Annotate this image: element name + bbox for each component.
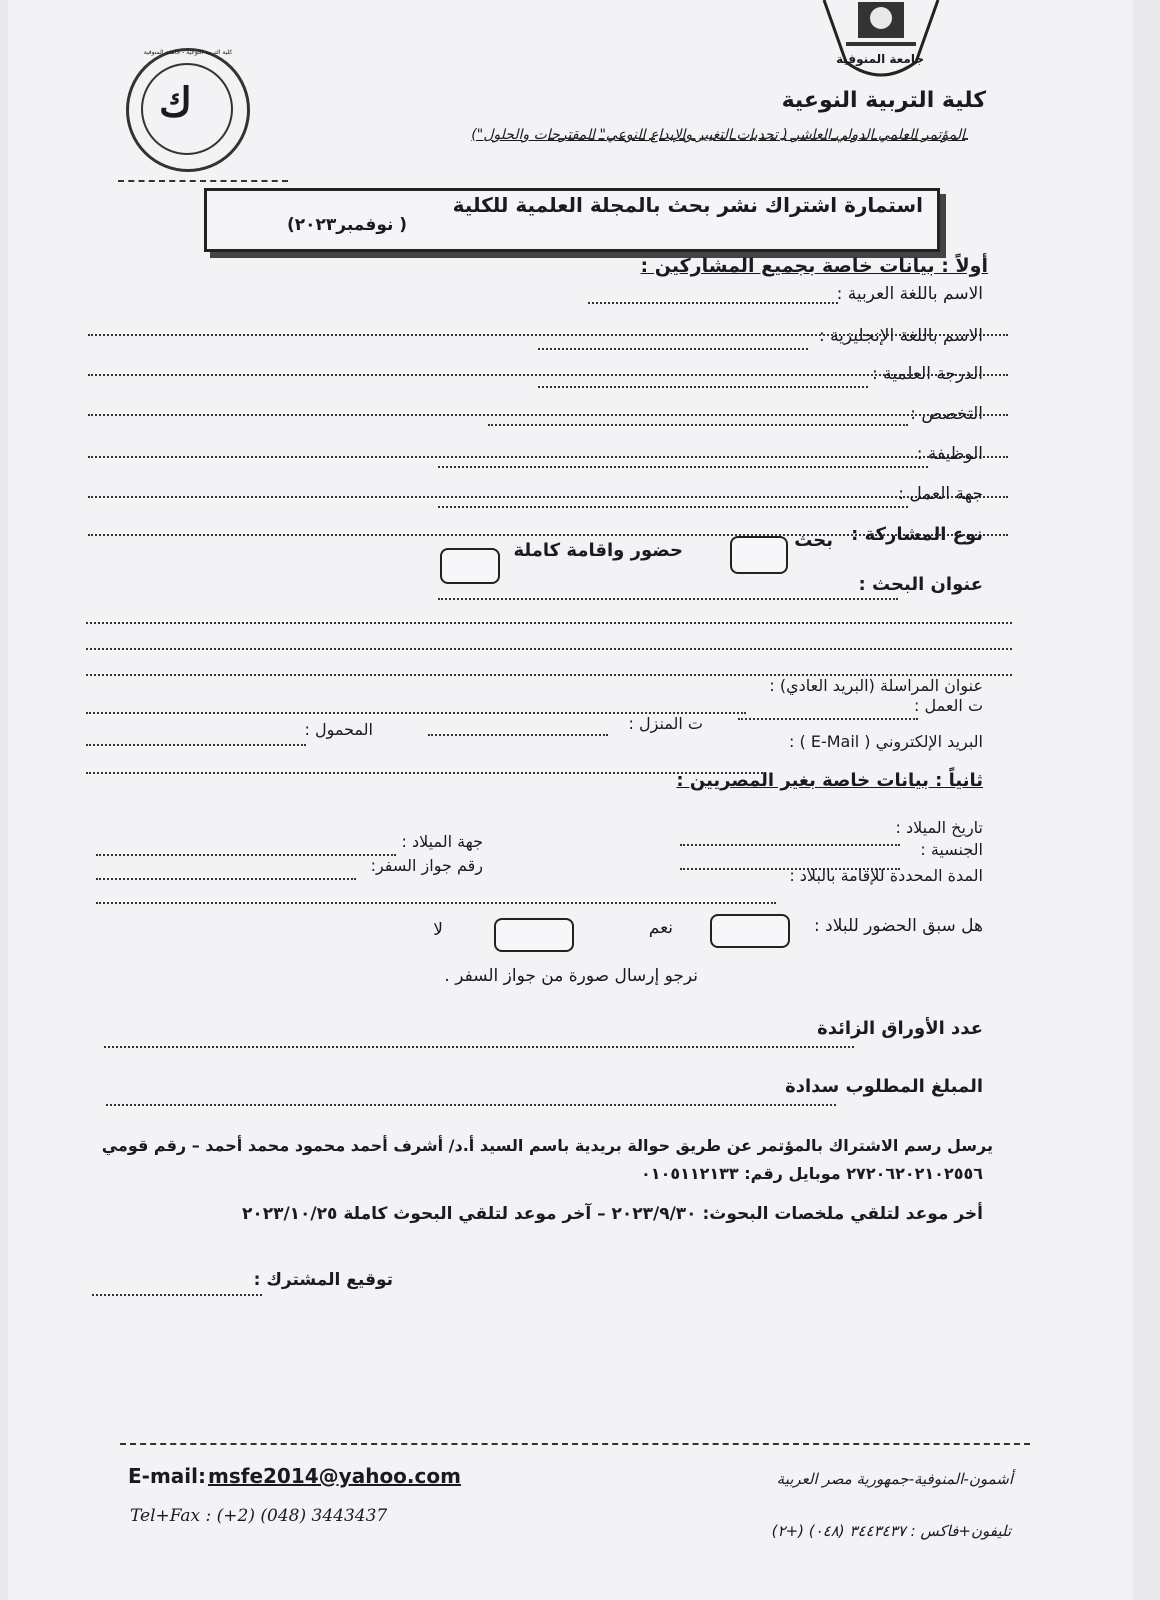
- form-page: [8, 0, 1133, 1600]
- label-specialty: التخصص :: [910, 404, 983, 424]
- name-en-field-line2[interactable]: [88, 374, 1008, 376]
- name-ar-field[interactable]: [588, 302, 838, 304]
- workplace-field[interactable]: [438, 506, 908, 508]
- degree-field[interactable]: [538, 386, 868, 388]
- label-mobile: المحمول :: [304, 720, 373, 739]
- footer-email-label: E-mail:: [128, 1464, 207, 1488]
- label-name-en: الاسم باللغة الإنجليزية :: [818, 326, 983, 346]
- label-degree: الدرجة العلمية :: [872, 364, 983, 384]
- work-phone-field[interactable]: [738, 718, 918, 720]
- option-attendance-checkbox[interactable]: [440, 548, 500, 584]
- form-title-box: [204, 188, 940, 252]
- job-field-line2[interactable]: [88, 496, 1008, 498]
- label-job: الوظيفة :: [916, 444, 983, 464]
- footer-address-ar: أشمون-المنوفية-جمهورية مصر العربية: [776, 1470, 1013, 1488]
- prior-visit-yes-checkbox[interactable]: [710, 914, 790, 948]
- deadline-text: أخر موعد لتلقي ملخصات البحوث: ٢٠٢٣/٩/٣٠ – آخر موعد لتلقي البحوث كاملة ٢٠٢٣/١٠/٢٥: [241, 1204, 983, 1224]
- section2-title: ثانياً : بيانات خاصة بغير المصريين :: [676, 770, 983, 791]
- footer-tel-en: Tel+Fax : (+2) (048) 3443437: [130, 1506, 388, 1526]
- label-home-phone: ت المنزل :: [628, 714, 703, 733]
- university-logo-icon: [816, 0, 946, 84]
- label-name-ar: الاسم باللغة العربية :: [836, 284, 983, 304]
- label-passport: رقم جواز السفر:: [370, 856, 483, 875]
- degree-field-line2[interactable]: [88, 414, 1008, 416]
- label-workplace: جهة العمل :: [898, 484, 983, 504]
- home-phone-field[interactable]: [428, 734, 608, 736]
- footer-email-link[interactable]: msfe2014@yahoo.com: [208, 1464, 461, 1488]
- stay-period-field[interactable]: [96, 902, 776, 904]
- option-research-checkbox[interactable]: [730, 536, 788, 574]
- birth-date-field[interactable]: [680, 844, 900, 846]
- label-work-phone: ت العمل :: [913, 696, 983, 715]
- option-attendance-label: حضور واقامة كاملة: [513, 540, 683, 561]
- payment-id-mobile: ٢٧٢٠٦٢٠٢١٠٢٥٥٦ موبايل رقم: ٠١٠٥١١٢١٣٣: [641, 1164, 983, 1183]
- label-nationality: الجنسية :: [920, 840, 983, 859]
- prior-visit-no-checkbox[interactable]: [494, 918, 574, 952]
- label-research-title: عنوان البحث :: [858, 574, 983, 595]
- research-title-field-line3[interactable]: [86, 648, 1012, 650]
- specialty-field[interactable]: [488, 424, 908, 426]
- label-mailing-address: عنوان المراسلة (البريد العادي) :: [769, 676, 983, 695]
- prior-visit-no-label: لا: [433, 920, 443, 940]
- passport-note: نرجو إرسال صورة من جواز السفر .: [444, 966, 698, 986]
- label-amount: المبلغ المطلوب سدادة: [785, 1076, 983, 1097]
- label-extra-pages: عدد الأوراق الزائدة: [817, 1018, 983, 1039]
- label-birth-place: جهة الميلاد :: [401, 832, 483, 851]
- form-title: استمارة اشتراك نشر بحث بالمجلة العلمية للكلية: [452, 193, 923, 217]
- faculty-seal-icon: ك كلية التربية النوعية - جامعة المنوفية: [126, 48, 250, 172]
- prior-visit-yes-label: نعم: [648, 918, 673, 938]
- signature-field[interactable]: [92, 1294, 262, 1296]
- faculty-seal-text: كلية التربية النوعية - جامعة المنوفية: [143, 49, 233, 56]
- label-participation-type: نوع المشاركة :: [851, 524, 983, 545]
- specialty-field-line2[interactable]: [88, 456, 1008, 458]
- faculty-name: كلية التربية النوعية: [781, 88, 986, 113]
- label-stay-period: المدة المحددة للإقامة بالبلاد :: [789, 866, 983, 885]
- university-logo: [816, 0, 946, 84]
- footer-tel-ar: تليفون+فاكس : ٣٤٤٣٤٣٧ (٠٤٨) (+٢): [771, 1522, 1011, 1540]
- label-prior-visit: هل سبق الحضور للبلاد :: [814, 916, 983, 936]
- conference-title: المؤتمر العلمي الدولي العاشر ( تحديات التغيير والإبداع النوعي" المقترحات والحلول"): [471, 127, 965, 143]
- payment-instructions: يرسل رسم الاشتراك بالمؤتمر عن طريق حوالة بريدية باسم السيد أ.د/ أشرف أحمد محمود محمد أحمد – رقم قومي: [101, 1136, 993, 1155]
- passport-field[interactable]: [96, 878, 356, 880]
- university-logo-text: جامعة المنوفية: [836, 52, 924, 66]
- email-field[interactable]: [86, 772, 766, 774]
- mobile-field[interactable]: [86, 744, 306, 746]
- label-birth-date: تاريخ الميلاد :: [895, 818, 983, 837]
- name-en-field[interactable]: [538, 348, 808, 350]
- option-research-label: بحث: [794, 530, 833, 551]
- form-title-date: ( نوفمبر٢٠٢٣): [287, 215, 408, 235]
- job-field[interactable]: [438, 466, 928, 468]
- amount-field[interactable]: [106, 1104, 836, 1106]
- extra-pages-field[interactable]: [104, 1046, 854, 1048]
- research-title-field[interactable]: [438, 598, 898, 600]
- label-email: البريد الإلكتروني ( E-Mail ) :: [789, 732, 983, 751]
- label-signature: توقيع المشترك :: [253, 1270, 393, 1290]
- research-title-field-line2[interactable]: [86, 622, 1012, 624]
- section1-title: أولاً : بيانات خاصة بجميع المشاركين :: [640, 255, 988, 277]
- footer-divider: [120, 1443, 1030, 1445]
- birth-place-field[interactable]: [96, 854, 396, 856]
